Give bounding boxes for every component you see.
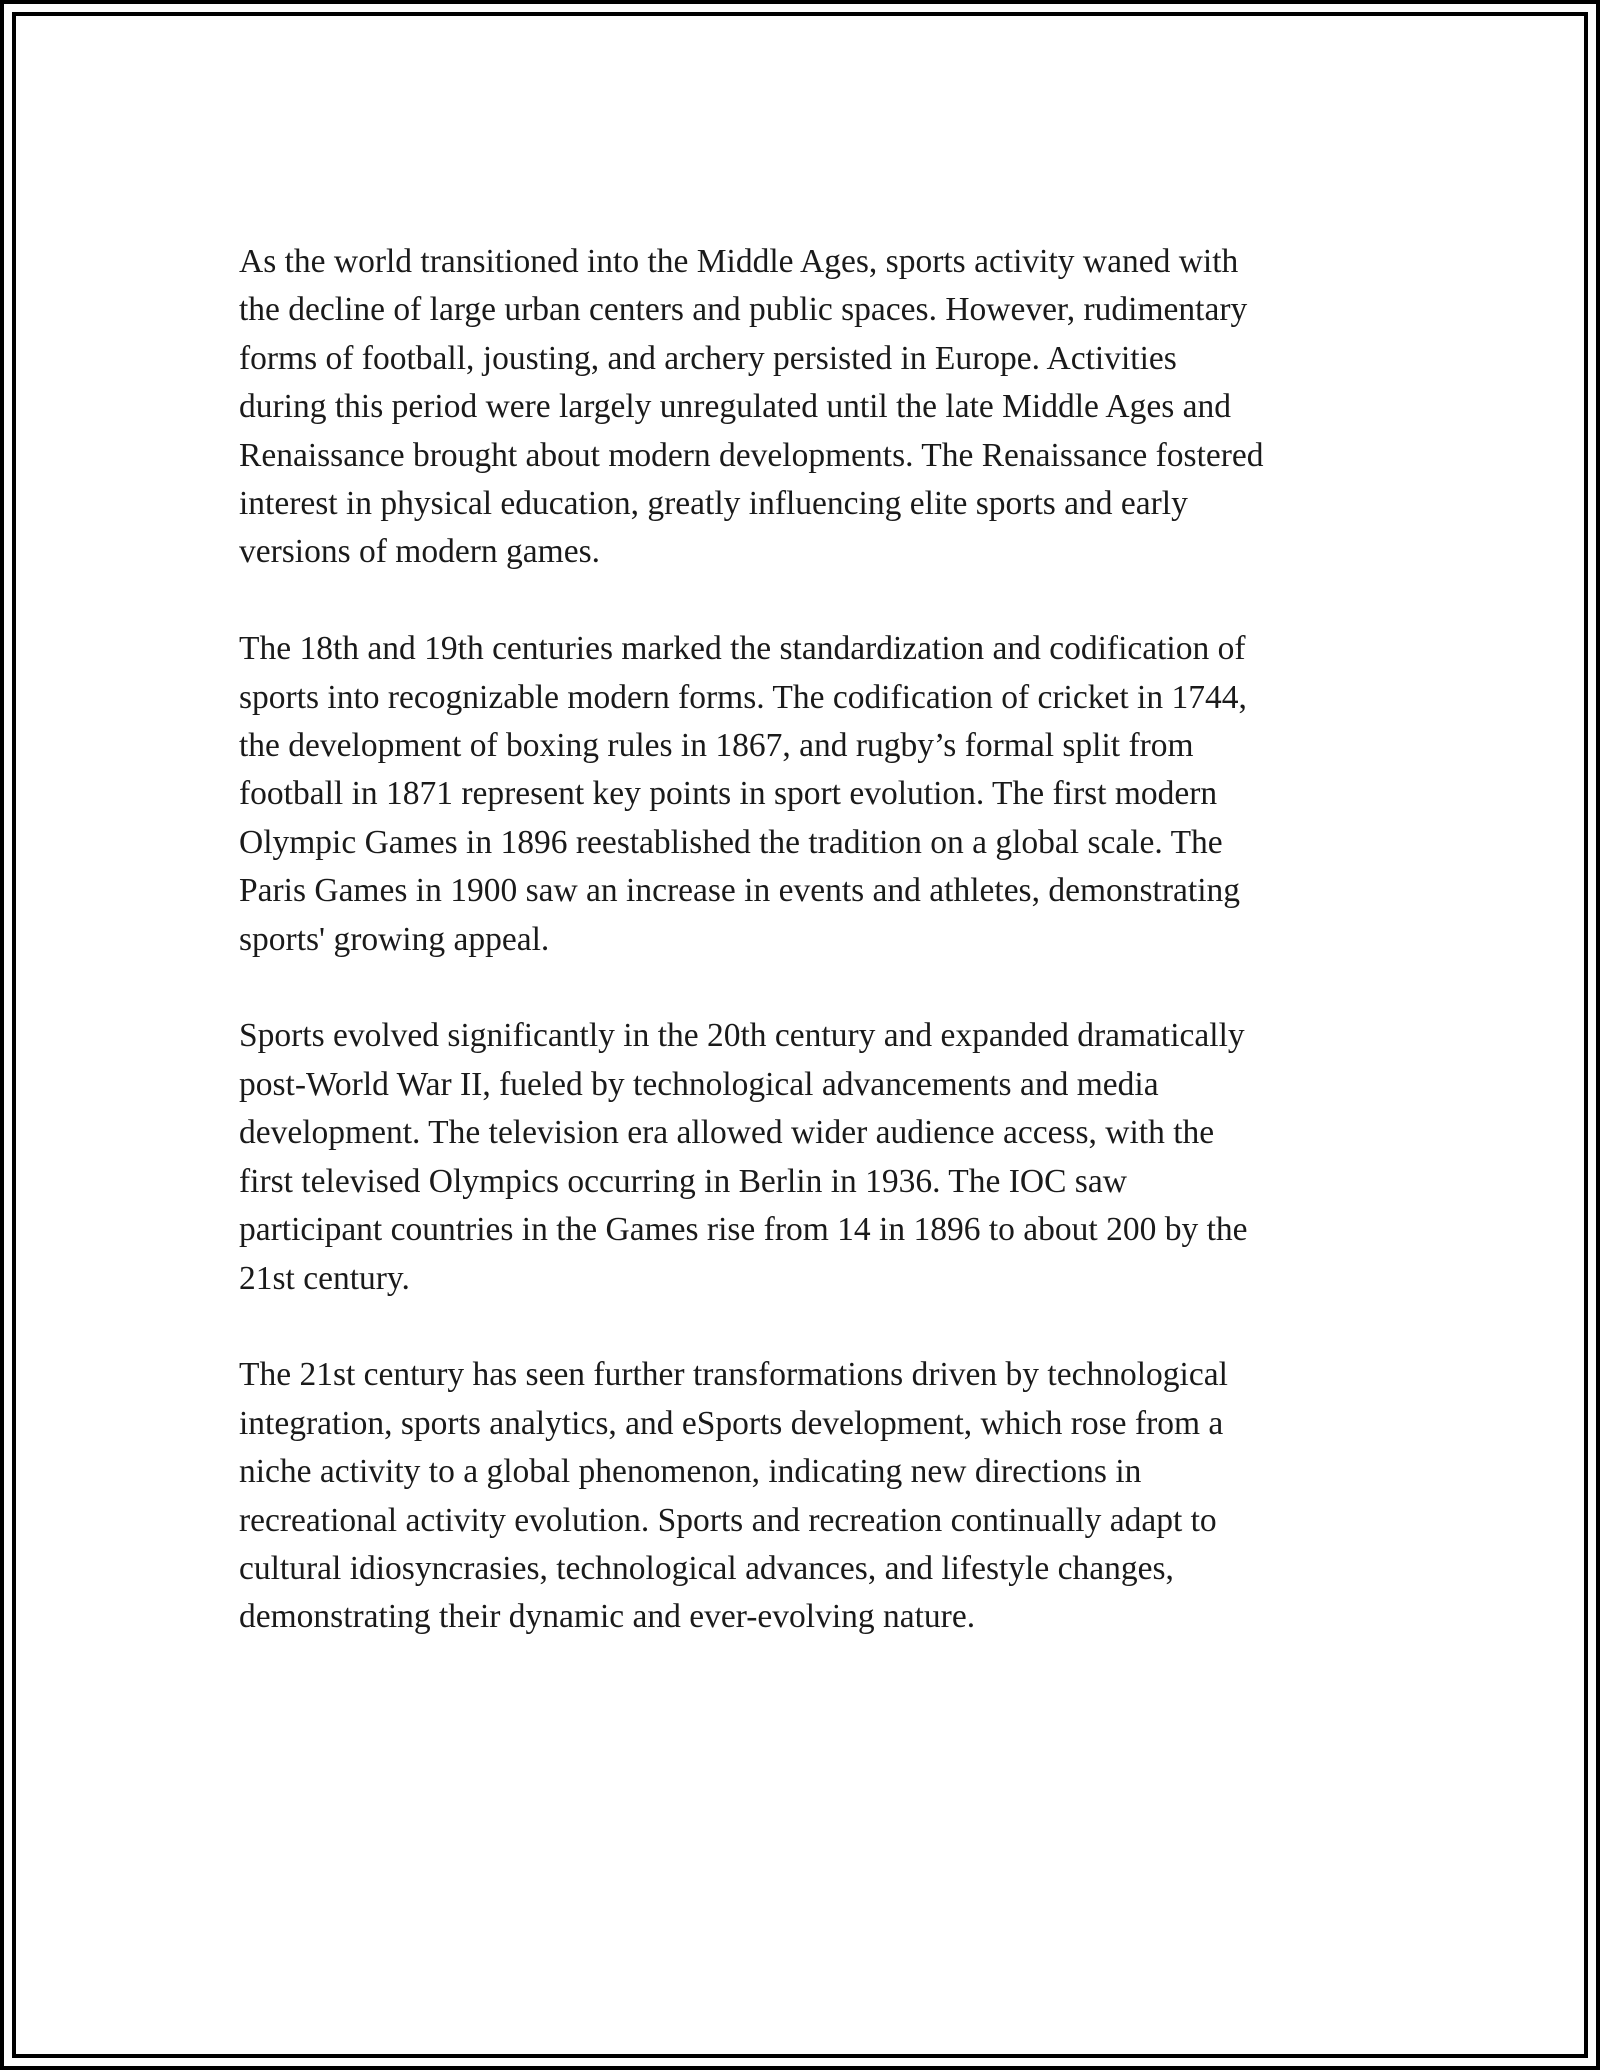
paragraph-middle-ages: As the world transitioned into the Middle Ages, sports activity waned with the decline of large urban centers and public spaces. However, rudimentary forms of football, jousting, and archery persisted in Europe. Activities during this period were largely unregulated until the late Middle Ages and Renaissance brought about modern developments. The Renaissance fostered interest in physical education, greatly influencing elite sports and early versions of modern games. [239, 243, 1264, 571]
paragraph-21st-century: The 21st century has seen further transformations driven by technological integration, sports analytics, and eSports development, which rose from a niche activity to a global phenomenon, indicating new directions in recreational activity evolution. Sports and recreation continually adapt to cultural idiosyncrasies, technological advances, and lifestyle changes, demonstrating their dynamic and ever-evolving nature. [239, 1356, 1228, 1636]
document-body [239, 238, 1379, 1642]
paragraph-18th-19th-centuries: The 18th and 19th centuries marked the standardization and codification of sports into recognizable modern forms. The codification of cricket in 1744, the development of boxing rules in 1867, and rugby’s formal split from football in 1871 represent key points in sport evolution. The first modern Olympic Games in 1896 reestablished the tradition on a global scale. The Paris Games in 1900 saw an increase in events and athletes, demonstrating sports' growing appeal. [239, 630, 1247, 958]
paragraph-20th-century: Sports evolved significantly in the 20th century and expanded dramatically post-World War II, fueled by technological advancements and media development. The television era allowed wider audience access, with the first televised Olympics occurring in Berlin in 1936. The IOC saw participant countries in the Games rise from 14 in 1896 to about 200 by the 21st century. [239, 1017, 1248, 1297]
